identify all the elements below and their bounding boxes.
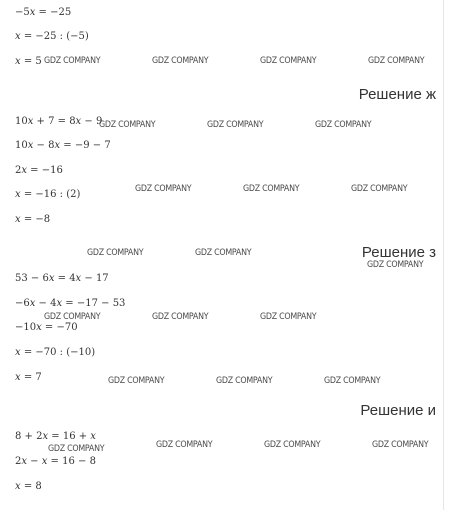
- watermark: GDZ COMPANY: [264, 440, 321, 450]
- watermark: GDZ COMPANY: [135, 184, 192, 194]
- equation-line: 𝑥 = −70 : (−10): [15, 347, 96, 358]
- equation-line: −10𝑥 = −70: [15, 322, 78, 333]
- solution-heading: Решение з: [361, 244, 436, 261]
- watermark: GDZ COMPANY: [368, 56, 425, 66]
- equation-line: 2𝑥 − 𝑥 = 16 − 8: [15, 456, 96, 467]
- watermark: GDZ COMPANY: [216, 376, 273, 386]
- equation-line: 𝑥 = −25 : (−5): [15, 31, 89, 42]
- watermark: GDZ COMPANY: [87, 248, 144, 258]
- page-edge-divider: [443, 0, 444, 510]
- watermark: GDZ COMPANY: [315, 120, 372, 130]
- watermark: GDZ COMPANY: [156, 440, 213, 450]
- watermark: GDZ COMPANY: [195, 248, 252, 258]
- equation-line: 𝑥 = −16 : (2): [15, 189, 81, 200]
- watermark: GDZ COMPANY: [260, 56, 317, 66]
- equation-line: 2𝑥 = −16: [15, 165, 63, 176]
- watermark: GDZ COMPANY: [372, 440, 429, 450]
- watermark: GDZ COMPANY: [351, 184, 408, 194]
- watermark: GDZ COMPANY: [260, 312, 317, 322]
- equation-line: 𝑥 = 5: [15, 56, 42, 67]
- equation-line: 𝑥 = 8: [15, 481, 42, 492]
- watermark: GDZ COMPANY: [207, 120, 264, 130]
- watermark: GDZ COMPANY: [324, 376, 381, 386]
- equation-line: 10𝑥 − 8𝑥 = −9 − 7: [15, 140, 111, 151]
- watermark: GDZ COMPANY: [152, 56, 209, 66]
- equation-line: −5𝑥 = −25: [15, 7, 72, 18]
- watermark: GDZ COMPANY: [108, 376, 165, 386]
- equation-line: 8 + 2𝑥 = 16 + 𝑥: [15, 431, 96, 442]
- watermark: GDZ COMPANY: [44, 312, 101, 322]
- equation-line: 𝑥 = −8: [15, 214, 51, 225]
- watermark: GDZ COMPANY: [152, 312, 209, 322]
- solution-heading: Решение и: [360, 402, 436, 419]
- equation-line: 53 − 6𝑥 = 4𝑥 − 17: [15, 273, 109, 284]
- solution-heading: Решение ж: [358, 86, 436, 103]
- equation-line: 𝑥 = 7: [15, 372, 42, 383]
- equation-line: 10𝑥 + 7 = 8𝑥 − 9: [15, 116, 103, 127]
- watermark: GDZ COMPANY: [243, 184, 300, 194]
- watermark: GDZ COMPANY: [367, 260, 424, 270]
- equation-line: −6𝑥 − 4𝑥 = −17 − 53: [15, 298, 126, 309]
- watermark: GDZ COMPANY: [99, 120, 156, 130]
- watermark: GDZ COMPANY: [44, 56, 101, 66]
- watermark: GDZ COMPANY: [48, 444, 105, 454]
